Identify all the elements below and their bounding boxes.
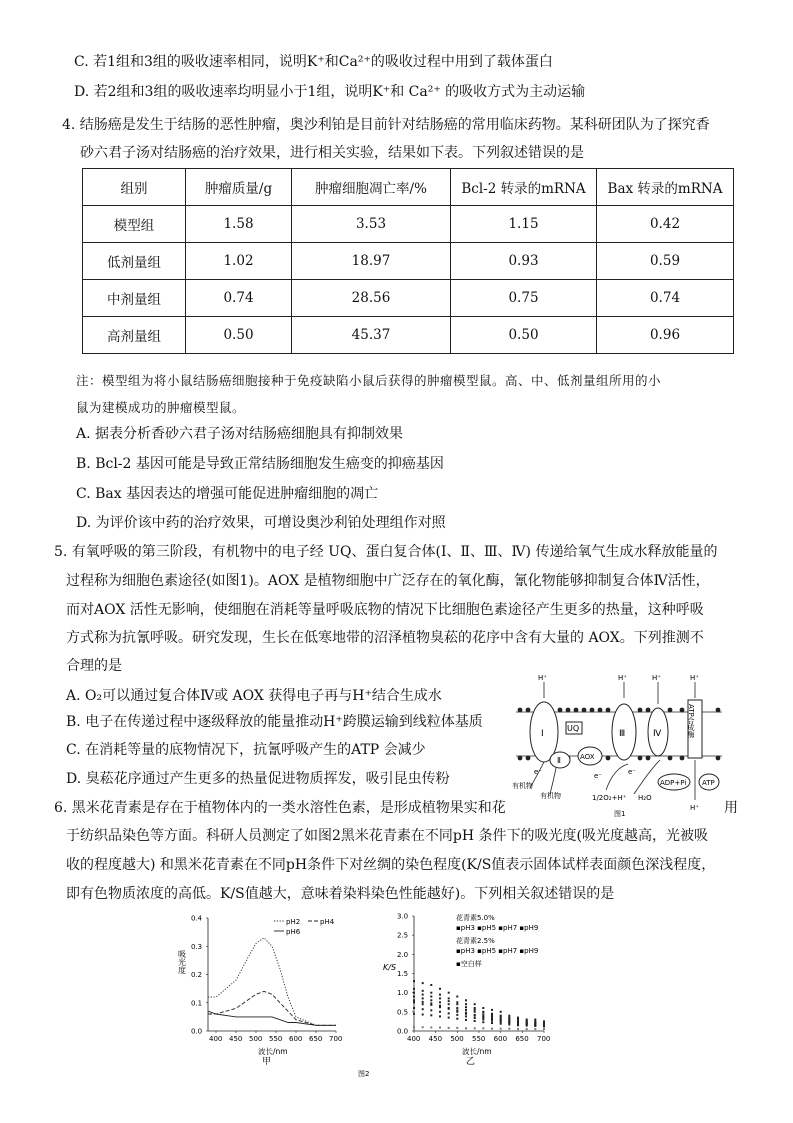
data-point [500,1028,502,1030]
chart-a-panel-label: 甲 [262,1057,272,1067]
data-point [482,1014,484,1016]
data-point [413,980,415,982]
table-cell: 高剂量组 [83,317,186,354]
data-point [491,1020,493,1022]
data-point [413,992,415,994]
y-tick-label: 1.5 [397,970,409,978]
complex-3-label: Ⅲ [619,729,626,739]
table-row [83,243,734,280]
table-cell: 1.58 [186,206,292,243]
data-point [508,1015,510,1017]
aox-label: AOX [580,753,595,761]
legend-label: pH4 [320,918,335,926]
data-point [430,996,432,998]
data-point [517,1019,519,1021]
x-tick-label: 450 [428,1035,443,1043]
data-point [448,1000,450,1002]
q6-stem-line1-end: 用 [724,800,738,816]
data-point [491,1014,493,1016]
figure1-diagram [510,670,738,820]
table-cell: 低剂量组 [83,243,186,280]
table-cell: 模型组 [83,206,186,243]
q4-stem-line1: 4. 结肠癌是发生于结肠的恶性肿瘤，奥沙利铂是目前针对结肠癌的常用临床药物。某科研团队为了探究香 [62,117,710,133]
oxygen-label: 1/2O₂+H⁺ [592,794,627,802]
h-label: H⁺ [690,674,699,682]
data-point [413,996,415,998]
data-point [474,1020,476,1022]
chart-absorbance [191,915,342,1044]
data-point [439,997,441,999]
data-point [517,1017,519,1019]
q4-option-c: C. Bax 基因表达的增强可能促进肿瘤细胞的凋亡 [76,486,379,502]
table-cell: 45.37 [292,317,451,354]
table-cell: 0.59 [597,243,734,280]
series-line [208,938,336,1026]
data-point [465,1015,467,1017]
data-point [465,1006,467,1008]
h-label: H⁺ [618,674,627,682]
data-point [534,1025,536,1027]
data-point [465,999,467,1001]
table-note-line2: 鼠为建模成功的肿瘤模型鼠。 [76,400,246,415]
data-point [500,1015,502,1017]
data-point [456,1027,458,1029]
data-point [448,1007,450,1009]
chart-b-legend-items: ▪pH3 ▪pH5 ▪pH7 ▪pH9 [456,947,539,955]
data-point [430,1027,432,1029]
data-point [430,1002,432,1004]
data-point [543,1025,545,1027]
data-point [413,1001,415,1003]
complex-4-label: Ⅳ [653,729,662,739]
data-point [430,1014,432,1016]
legend-label: pH2 [286,918,301,926]
data-point [526,1025,528,1027]
q5-stem-line1: 5. 有氧呼吸的第三阶段，有机物中的电子经 UQ、蛋白复合体(Ⅰ、Ⅱ、Ⅲ、Ⅳ) 传递给氧气生成水释放能量的 [54,544,718,560]
q4-option-d: D. 为评价该中药的治疗效果，可增设奥沙利铂处理组作对照 [76,515,446,531]
x-tick-label: 700 [329,1035,343,1043]
table-note-line1: 注：模型组为将小鼠结肠癌细胞接种于免疫缺陷小鼠后获得的肿瘤模型鼠。高、中、低剂量组所用的小 [76,373,662,388]
data-point [448,1003,450,1005]
data-point [508,1024,510,1026]
legend-label: pH6 [286,928,301,936]
x-tick-label: 650 [515,1035,529,1043]
y-tick-label: 1.0 [397,989,409,998]
y-tick-label: 0.0 [191,1027,203,1036]
data-point [430,999,432,1001]
chart-b-ylabel: K/S [383,963,397,972]
table-header: 肿瘤质量/g [186,169,292,206]
table-row [83,280,734,317]
figure2 [170,910,570,1080]
table-cell: 0.93 [451,243,597,280]
data-point [430,1009,432,1011]
data-point [465,1027,467,1029]
data-point [422,994,424,996]
data-point [456,1007,458,1009]
data-point [448,997,450,999]
data-point [474,1017,476,1019]
table-cell: 1.15 [451,206,597,243]
water-label: H₂O [638,794,652,802]
data-point [413,988,415,990]
x-tick-label: 650 [309,1035,323,1043]
data-point [422,1003,424,1005]
data-point [448,992,450,994]
data-point [465,1019,467,1021]
data-point [422,997,424,999]
data-point [474,1027,476,1029]
y-tick-label: 3.0 [397,912,409,921]
data-point [413,1026,415,1028]
x-tick-label: 500 [450,1035,464,1043]
table-header-row [83,169,734,206]
data-point [508,1020,510,1022]
data-point [500,1021,502,1023]
table-cell: 中剂量组 [83,280,186,317]
q5-option-d: D. 臭菘花序通过产生更多的热量促进物质挥发，吸引昆虫传粉 [66,771,450,787]
y-tick-label: 0.1 [191,999,203,1008]
y-tick-label: 2.0 [397,950,409,959]
chart-b-legend-items: ▪pH3 ▪pH5 ▪pH7 ▪pH9 [456,924,539,932]
data-point [456,996,458,998]
x-tick-label: 400 [209,1035,223,1043]
data-point [448,1017,450,1019]
electron-label: e⁻ [594,772,603,780]
table-cell: 18.97 [292,243,451,280]
chart-b-legend-title: 花青素2.5% [456,937,495,945]
data-point [456,1003,458,1005]
data-point [413,1007,415,1009]
data-point [422,982,424,984]
x-tick-label: 500 [249,1035,263,1043]
table-header: 肿瘤细胞凋亡率/% [292,169,451,206]
data-point [430,992,432,994]
data-point [500,1011,502,1013]
data-point [491,1009,493,1011]
data-point [456,1009,458,1011]
data-point [439,994,441,996]
table-header: Bcl-2 转录的mRNA [451,169,597,206]
y-tick-label: 0.0 [397,1027,409,1036]
y-tick-label: 0.4 [191,914,203,923]
table-cell: 0.96 [597,317,734,354]
y-tick-label: 0.2 [191,971,203,979]
x-tick-label: 550 [472,1035,486,1043]
q6-stem-line3: 收的程度越大) 和黑米花青素在不同pH条件下对丝绸的染色程度(K/S值表示固体试样表面颜色深浅程度， [66,857,716,873]
data-point [439,988,441,990]
data-point [474,1003,476,1005]
q5-stem-line3: 而对AOX 活性无影响，使细胞在消耗等量呼吸底物的情况下比细胞色素途径产生更多的热量，这种呼吸 [66,602,704,618]
chart-b-legend-blank: ▪空白样 [456,960,482,968]
chart-b-panel-label: 乙 [466,1057,476,1067]
data-point [491,1022,493,1024]
organic-matter-label: 有机物 [540,792,561,800]
organic-matter-label: 有机物 [512,782,533,790]
figure2-caption: 图2 [358,1070,370,1078]
data-point [465,1003,467,1005]
chart-ks [397,913,550,1044]
table-cell: 0.50 [186,317,292,354]
data-point [482,1016,484,1018]
x-tick-label: 600 [493,1035,508,1043]
data-point [474,1014,476,1016]
x-tick-label: 600 [289,1035,303,1043]
data-point [508,1028,510,1030]
data-point [422,990,424,992]
atp-synthase-label: ATP合成酶 [687,704,695,738]
x-tick-label: 550 [269,1035,283,1043]
chart-b-legend-title: 花青素5.0% [456,914,495,922]
x-tick-label: 450 [229,1035,243,1043]
q6-stem-line1: 6. 黑米花青素是存在于植物体内的一类水溶性色素，是形成植物果实和花 [54,800,506,816]
data-point [508,1018,510,1020]
y-tick-label: 0.3 [191,942,203,951]
data-point [543,1020,545,1022]
table-cell: 0.74 [597,280,734,317]
data-point [422,1008,424,1010]
data-point [456,1014,458,1016]
data-point [517,1028,519,1030]
data-point [526,1020,528,1022]
data-point [491,1017,493,1019]
electron-label: e⁻ [534,768,543,776]
table-cell: 3.53 [292,206,451,243]
figure1-caption: 图1 [614,810,626,818]
q6-stem-line4: 即有色物质浓度的高低。K/S值越大，意味着染料染色性能越好)。下列相关叙述错误的是 [66,886,615,902]
chart-a-xlabel: 波长/nm [258,1047,288,1056]
data-point [448,1027,450,1029]
adp-label: ADP+Pi [660,779,687,787]
q5-option-c: C. 在消耗等量的底物情况下，抗氰呼吸产生的ATP 会减少 [66,742,426,758]
q5-option-a: A. O₂可以通过复合体Ⅳ或 AOX 获得电子再与H⁺结合生成水 [66,688,442,704]
h-label: H⁺ [690,804,699,812]
data-point [448,1012,450,1014]
data-point [526,1028,528,1030]
data-point [439,1027,441,1029]
data-point [534,1028,536,1030]
data-point [500,1023,502,1025]
table-header: Bax 转录的mRNA [597,169,734,206]
q5-stem-line5: 合理的是 [66,658,122,674]
data-point [465,1012,467,1014]
x-tick-label: 700 [537,1035,551,1043]
q3-option-d: D. 若2组和3组的吸收速率均明显小于1组，说明K⁺和 Ca²⁺ 的吸收方式为主动运输 [74,84,586,100]
data-point [413,1013,415,1015]
q4-option-b: B. Bcl-2 基因可能是导致正常结肠细胞发生癌变的抑癌基因 [76,456,444,472]
q5-stem-line2: 过程称为细胞色素途径(如图1)。AOX 是植物细胞中广泛存在的氧化酶，氰化物能够抑制复合体Ⅳ活性， [66,573,710,589]
data-point [439,1015,441,1017]
data-point [474,1011,476,1013]
table-row [83,317,734,354]
data-point [491,1028,493,1030]
q3-option-c: C. 若1组和3组的吸收速率相同，说明K⁺和Ca²⁺的吸收过程中用到了载体蛋白 [74,54,553,70]
chart-a-ylabel: 吸光度 [177,950,187,974]
results-table [82,168,734,354]
q4-option-a: A. 据表分析香砂六君子汤对结肠癌细胞具有抑制效果 [76,426,404,442]
data-point [439,1011,441,1013]
table-cell: 0.50 [451,317,597,354]
series-line [208,1011,336,1025]
data-point [439,1005,441,1007]
data-point [526,1019,528,1021]
data-point [474,1007,476,1009]
q5-option-b: B. 电子在传递过程中逐级释放的能量推动H⁺跨膜运输到线粒体基质 [66,714,483,730]
electron-label: e⁻ [628,768,637,776]
data-point [543,1028,545,1030]
table-cell: 0.74 [186,280,292,317]
q5-stem-line4: 方式称为抗氰呼吸。研究发现，生长在低寒地带的沼泽植物臭菘的花序中含有大量的 AOX。下列推测不 [66,630,704,646]
chart-b-xlabel: 波长/nm [462,1047,492,1056]
data-point [482,1007,484,1009]
h-label: H⁺ [538,674,547,682]
data-point [422,1001,424,1003]
data-point [456,1018,458,1020]
data-point [422,1014,424,1016]
data-point [482,1021,484,1023]
x-tick-label: 400 [407,1035,421,1043]
data-point [482,1019,484,1021]
table-row [83,206,734,243]
table-cell: 1.02 [186,243,292,280]
y-tick-label: 0.5 [397,1008,409,1017]
table-cell: 0.42 [597,206,734,243]
table-cell: 0.75 [451,280,597,317]
atp-label: ATP [702,779,715,787]
data-point [465,1009,467,1011]
data-point [422,1026,424,1028]
data-point [474,1009,476,1011]
data-point [456,1001,458,1003]
table-header: 组别 [83,169,186,206]
complex-2-label: Ⅱ [557,756,561,765]
data-point [482,1027,484,1029]
data-point [439,1001,441,1003]
data-point [413,999,415,1001]
table-cell: 28.56 [292,280,451,317]
q4-stem-line2: 砂六君子汤对结肠癌的治疗效果，进行相关实验，结果如下表。下列叙述错误的是 [80,145,584,161]
y-tick-label: 2.5 [397,931,409,940]
data-point [430,984,432,986]
q6-stem-line2: 于纺织品染色等方面。科研人员测定了如图2黑米花青素在不同pH 条件下的吸光度(吸光度越高，光被吸 [66,828,708,844]
h-label: H⁺ [652,674,661,682]
uq-label: UQ [567,724,580,733]
data-point [482,1012,484,1014]
data-point [534,1019,536,1021]
data-point [500,1019,502,1021]
data-point [517,1024,519,1026]
complex-1-label: Ⅰ [541,729,544,739]
series-line [208,991,336,1025]
